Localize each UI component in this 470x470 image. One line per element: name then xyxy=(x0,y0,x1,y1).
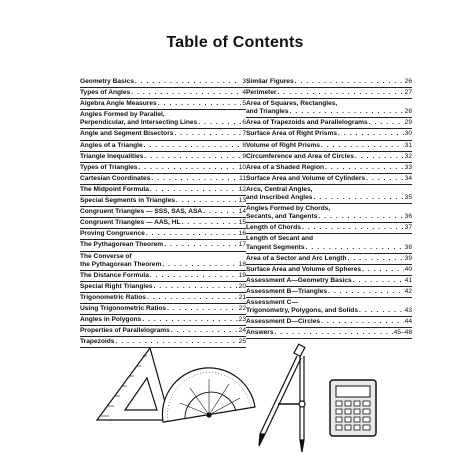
toc-page-number: 33 xyxy=(404,163,412,171)
toc-entry-title: The Distance Formula xyxy=(80,271,149,279)
toc-entry-title: Trigonometry, Polygons, and Solids xyxy=(246,307,358,315)
toc-page-number: 28 xyxy=(404,108,412,116)
toc-page-number: 16 xyxy=(238,230,246,238)
toc-entry-title: Trapezoids xyxy=(80,338,115,346)
toc-page-number: 45–48 xyxy=(393,329,412,337)
toc-entry-title: and Inscribed Angles xyxy=(246,194,313,202)
toc-entry-title: Assessment B—Triangles xyxy=(246,287,327,295)
toc-page-number: 20 xyxy=(238,282,246,290)
toc-entry-title: Angles of a Triangle xyxy=(80,141,143,149)
toc-page-number: 17 xyxy=(238,241,246,249)
toc-page-number: 15 xyxy=(238,219,246,227)
toc-page-number: 26 xyxy=(404,78,412,85)
toc-page-number: 29 xyxy=(404,119,412,127)
toc-entry-title: Area of Squares, Rectangles, xyxy=(246,100,338,108)
toc-entry-title: Assessment C— xyxy=(246,298,299,306)
toc-page-number: 43 xyxy=(404,307,412,315)
toc-entry-title: Angles Formed by Chords, xyxy=(246,205,331,213)
toc-entry-title: Algebra Angle Measures xyxy=(80,100,157,108)
page-title: Table of Contents xyxy=(166,34,304,51)
toc-page-number: 35 xyxy=(404,194,412,202)
toc-entry-title: Using Trigonometric Ratios xyxy=(80,304,167,312)
toc-entry-title: Similar Figures xyxy=(246,78,294,85)
toc-entry-title: Angles in Polygons xyxy=(80,316,142,324)
toc-entry-title: Congruent Triangles — SSS, SAS, ASA xyxy=(80,208,203,216)
toc-entry-title: Answers xyxy=(246,329,274,337)
toc-page-number: 18 xyxy=(238,260,246,268)
toc-page-number: 13 xyxy=(238,197,246,205)
toc-entry-title: The Converse of xyxy=(80,252,132,260)
toc-entry-title: Secants, and Tangents xyxy=(246,213,318,221)
toc-entry-title: Length of Secant and xyxy=(246,235,314,243)
toc-page-number: 9 xyxy=(242,152,246,160)
toc-entry-title: Surface Area of Right Prisms xyxy=(246,130,337,138)
toc-page-number: 22 xyxy=(238,304,246,312)
toc-entry-title: Angles Formed by Parallel, xyxy=(80,111,165,119)
toc-page-number: 25 xyxy=(238,338,246,346)
toc-page-number: 24 xyxy=(238,327,246,335)
toc-page-number: 30 xyxy=(404,130,412,138)
protractor-icon xyxy=(162,368,255,422)
toc-page-number: 41 xyxy=(404,276,412,284)
toc-entry-title: Tangent Segments xyxy=(246,243,305,251)
toc-entry-title: Area of a Shaded Region xyxy=(246,163,325,171)
toc-entry-title: Triangle Inequalities xyxy=(80,152,144,160)
toc-entry-title: Types of Triangles xyxy=(80,163,138,171)
toc-page-number: 36 xyxy=(404,213,412,221)
toc-entry-title: Cartesian Coordinates xyxy=(80,174,151,182)
toc-entry-title: Assessment D—Circles xyxy=(246,318,321,326)
toc-page-number: 10 xyxy=(238,163,246,171)
toc-entry-title: Surface Area and Volume of Spheres xyxy=(246,265,362,273)
calculator-icon xyxy=(330,380,376,436)
toc-page-number: 4 xyxy=(242,89,246,97)
toc-page-number: 8 xyxy=(242,141,246,149)
toc-page-number: 42 xyxy=(404,287,412,295)
toc-entry-title: Proving Congruence xyxy=(80,230,145,238)
toc-entry-title: Length of Chords xyxy=(246,224,301,232)
toc-page-number: 40 xyxy=(404,265,412,273)
toc-page-number: 21 xyxy=(238,293,246,301)
toc-entry-title: Area of a Sector and Arc Length xyxy=(246,254,347,262)
toc-page-number: 27 xyxy=(404,89,412,97)
toc-page-number: 11 xyxy=(239,174,246,182)
toc-entry-title: The Pythagorean Theorem xyxy=(80,241,164,249)
toc-entry-title: Perimeter xyxy=(246,89,277,97)
toc-entry-title: Trigonometric Ratios xyxy=(80,293,146,301)
toc-page-number: 32 xyxy=(404,152,412,160)
toc-entry-title: Area of Trapezoids and Parallelograms xyxy=(246,119,368,127)
toc-entry-title: Surface Area and Volume of Cylinders xyxy=(246,174,366,182)
toc-page-number: 37 xyxy=(404,224,412,232)
toc-entry-title: the Pythagorean Theorem xyxy=(80,260,162,268)
toc-entry-title: Special Right Triangles xyxy=(80,282,153,290)
toc-page-number: 6 xyxy=(242,119,246,127)
toc-entry-title: Types of Angles xyxy=(80,89,131,97)
toc-entry-title: Volume of Right Prisms xyxy=(246,141,320,149)
toc-page-number: 12 xyxy=(238,185,246,193)
toc-page-number: 3 xyxy=(242,78,246,85)
toc-entry-title: The Midpoint Formula xyxy=(80,185,149,193)
toc-page-number: 39 xyxy=(404,254,412,262)
toc-page-number: 31 xyxy=(404,141,412,149)
toc-entry-title: Assessment A—Geometry Basics xyxy=(246,276,352,284)
toc-page-number: 44 xyxy=(404,318,412,326)
toc-entry-title: and Triangles xyxy=(246,108,289,116)
toc-page-number: 14 xyxy=(238,208,246,216)
toc-entry-title: Angle and Segment Bisectors xyxy=(80,130,174,138)
set-square-icon xyxy=(97,348,170,420)
toc-entry-title: Arcs, Central Angles, xyxy=(246,185,313,193)
toc-page-number: 34 xyxy=(404,174,412,182)
toc-page-number: 7 xyxy=(242,130,246,138)
toc-entry-title: Perpendicular, and Intersecting Lines xyxy=(80,119,198,127)
toc-entry-title: Geometry Basics xyxy=(80,78,134,85)
toc-page-number: 38 xyxy=(404,243,412,251)
compass-icon xyxy=(259,344,305,452)
toc-page-number: 19 xyxy=(238,271,246,279)
toc-entry-title: Circumference and Area of Circles xyxy=(246,152,354,160)
toc-entry-title: Congruent Triangles — AAS, HL xyxy=(80,219,181,227)
toc-page-number: 5 xyxy=(242,100,246,108)
toc-page-number: 23 xyxy=(238,316,246,324)
toc-entry-title: Special Segments in Triangles xyxy=(80,197,175,205)
toc-entry-title: Properties of Parallelograms xyxy=(80,327,170,335)
